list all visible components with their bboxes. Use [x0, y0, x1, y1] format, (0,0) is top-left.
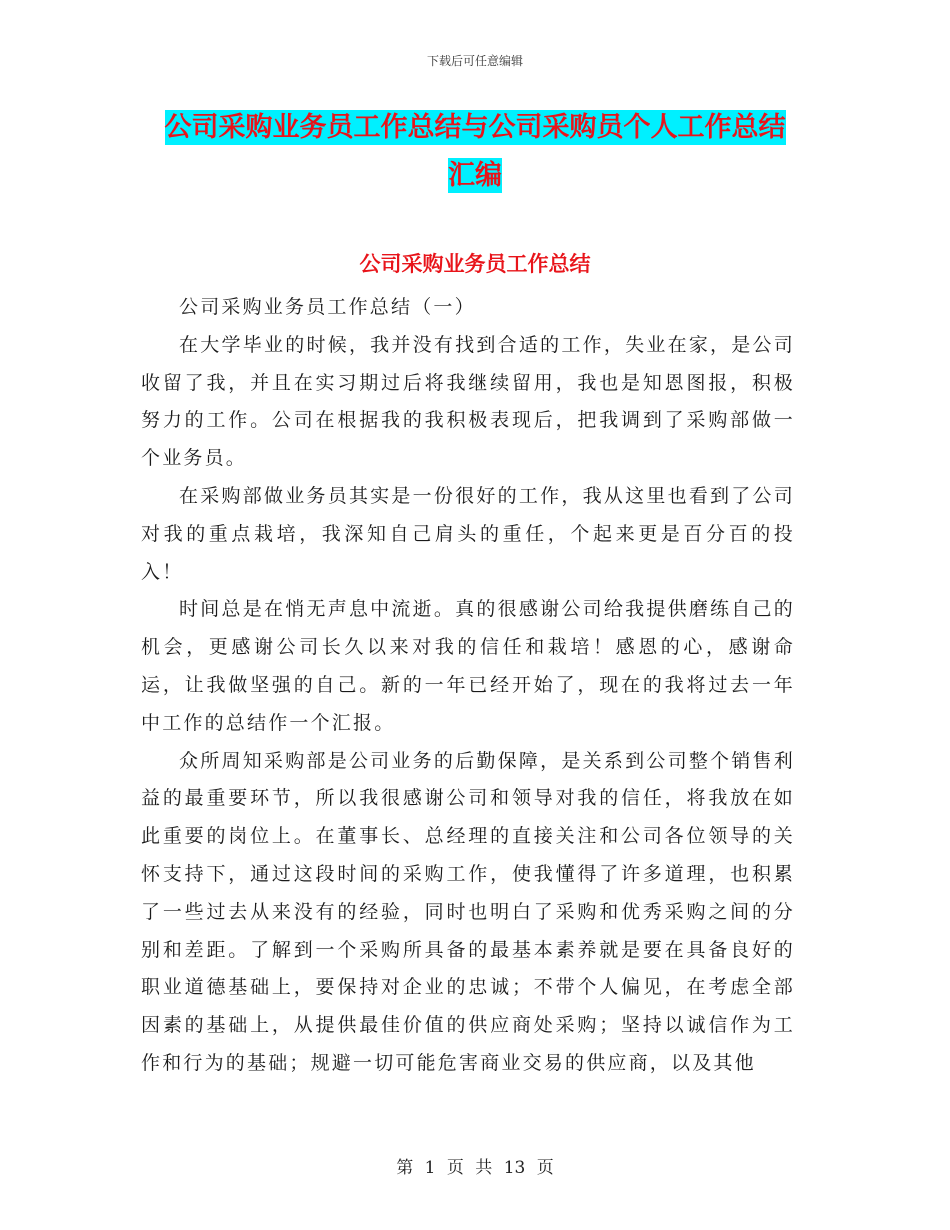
main-title-line-2: 汇编 — [448, 160, 502, 191]
page-number-footer: 第 1 页 共 13 页 — [396, 1158, 554, 1178]
main-title-line-1: 公司采购业务员工作总结与公司采购员个人工作总结 — [164, 112, 786, 143]
document-main-title — [150, 104, 800, 200]
header-note: 下载后可任意编辑 — [426, 54, 523, 68]
section-title: 公司采购业务员工作总结 — [359, 252, 591, 276]
paragraph: 时间总是在悄无声息中流逝。真的很感谢公司给我提供磨练自己的机会，更感谢公司长久以来对我的信任和栽培！感恩的心，感谢命运，让我做坚强的自己。新的一年已经开始了，现在的我将过去一年中工作的总结作一个汇报。 — [141, 598, 795, 734]
document-body — [141, 289, 795, 1083]
paragraph-subheading: 公司采购业务员工作总结（一） — [179, 296, 476, 318]
paragraph: 众所周知采购部是公司业务的后勤保障，是关系到公司整个销售利益的最重要环节，所以我很感谢公司和领导对我的信任，将我放在如此重要的岗位上。在董事长、总经理的直接关注和公司各位领导的关怀支持下，通过这段时间的采购工作，使我懂得了许多道理，也积累了一些过去从来没有的经验，同时也明白了采购和优秀采购之间的分别和差距。了解到一个采购所具备的最基本素养就是要在具备良好的职业道德基础上，要保持对企业的忠诚；不带个人偏见，在考虑全部因素的基础上，从提供最佳价值的供应商处采购；坚持以诚信作为工作和行为的基础；规避一切可能危害商业交易的供应商，以及其他 — [141, 749, 795, 1074]
paragraph: 在大学毕业的时候，我并没有找到合适的工作，失业在家，是公司收留了我，并且在实习期过后将我继续留用，我也是知恩图报，积极努力的工作。公司在根据我的我积极表现后，把我调到了采购部做一个业务员。 — [141, 333, 795, 470]
paragraph: 在采购部做业务员其实是一份很好的工作，我从这里也看到了公司对我的重点栽培，我深知自己肩头的重任，个起来更是百分百的投入！ — [141, 484, 795, 583]
